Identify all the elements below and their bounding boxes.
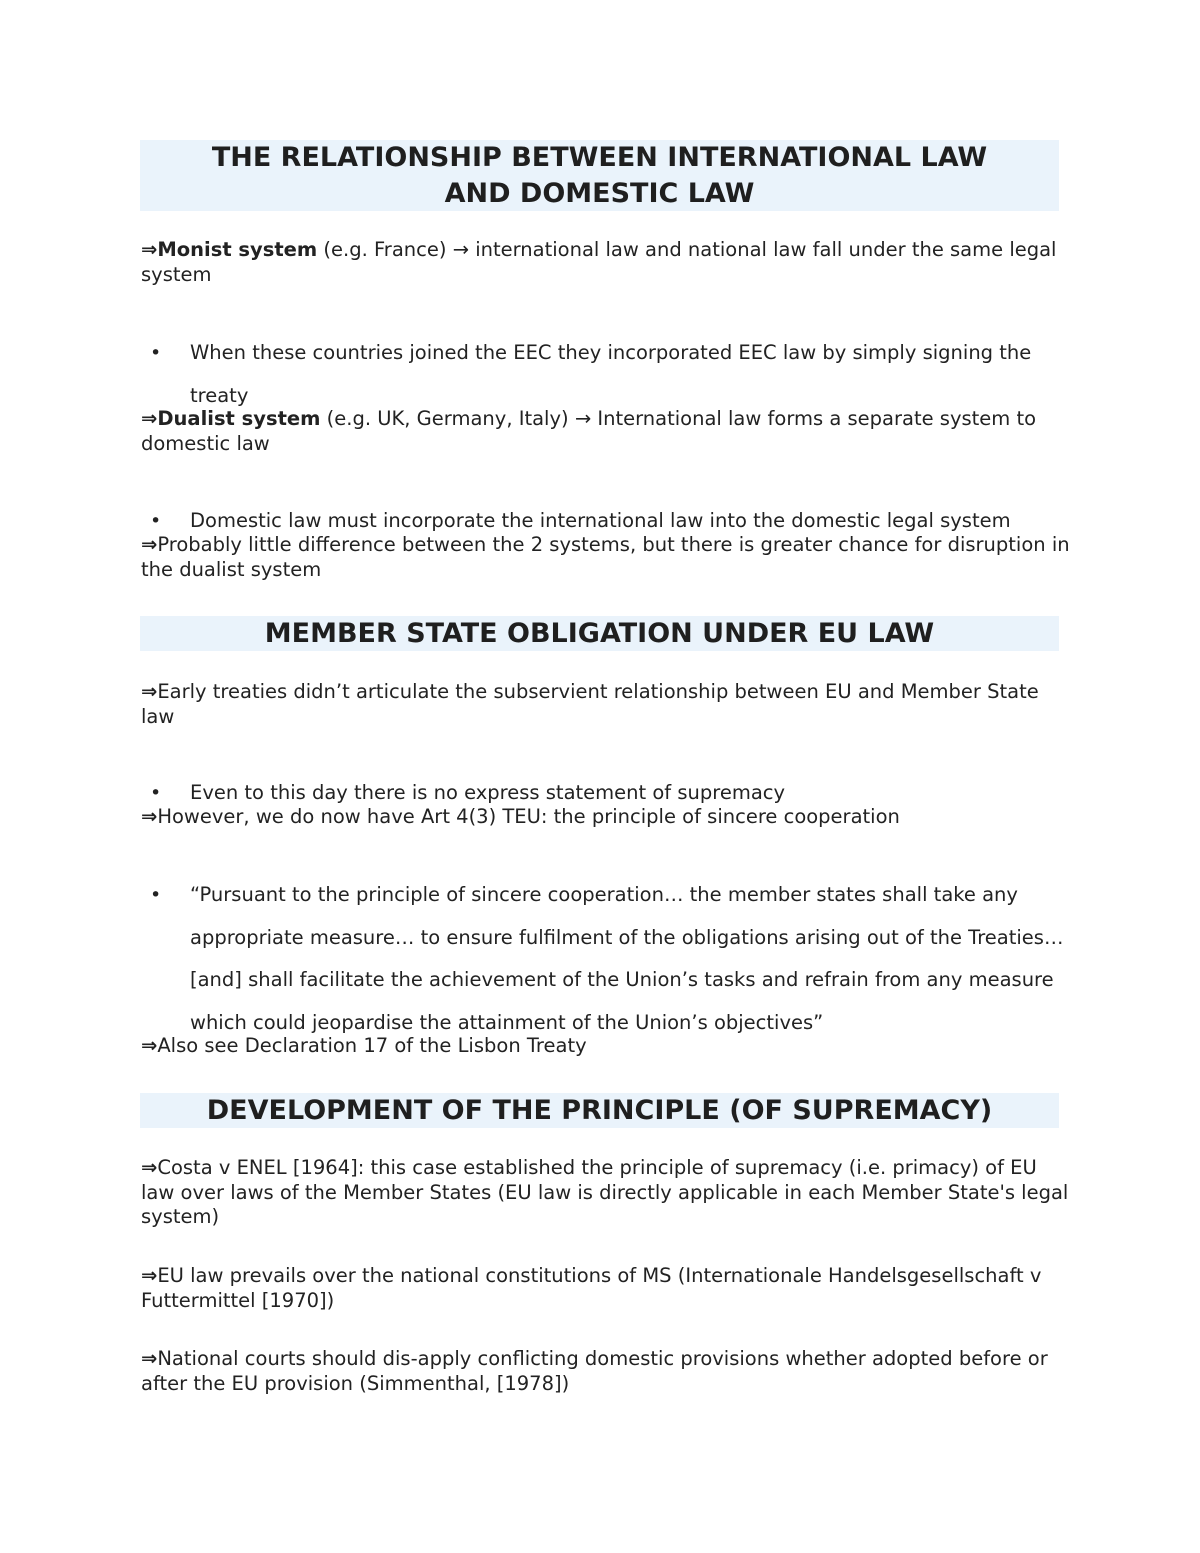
list-item-monist	[150, 332, 1080, 417]
bullet-icon: •	[150, 782, 162, 804]
list-item-quote	[150, 874, 1080, 1044]
arrow-icon: ⇒	[141, 1347, 158, 1370]
arrow-icon: ⇒	[141, 680, 158, 703]
arrow-icon: ⇒	[141, 1034, 158, 1057]
art4-text: However, we do now have Art 4(3) TEU: the principle of sincere cooperation	[157, 805, 900, 828]
section-heading-obligation	[140, 616, 1059, 651]
section-heading-relationship	[140, 140, 1059, 211]
difference-text: Probably little difference between the 2 systems, but there is greater chance for disruption in the dualist system	[141, 533, 1070, 581]
bullet-icon: •	[150, 510, 162, 532]
declaration-paragraph	[141, 1034, 1071, 1059]
heading-line-2: AND DOMESTIC LAW	[444, 178, 755, 209]
arrow-icon: ⇒	[141, 1156, 158, 1179]
dualist-text: (e.g. UK, Germany, Italy) → International law forms a separate system to domestic law	[141, 407, 1037, 455]
arrow-icon: ⇒	[141, 533, 158, 556]
costa-paragraph	[141, 1156, 1071, 1230]
arrow-icon: ⇒	[141, 805, 158, 828]
dualist-term: Dualist system	[157, 407, 321, 430]
simmenthal-paragraph	[141, 1347, 1071, 1396]
art4-paragraph	[141, 805, 1071, 830]
simmenthal-text: National courts should dis-apply conflicting domestic provisions whether adopted before or after the EU provision (Simmenthal, [1978])	[141, 1347, 1048, 1395]
monist-text: (e.g. France) → international law and national law fall under the same legal system	[141, 238, 1057, 286]
bullet-icon: •	[150, 884, 162, 906]
arrow-icon: ⇒	[141, 1264, 158, 1287]
early-treaties-paragraph	[141, 680, 1071, 729]
dualist-paragraph	[141, 407, 1071, 456]
heading-text: MEMBER STATE OBLIGATION UNDER EU LAW	[264, 618, 935, 649]
monist-term: Monist system	[157, 238, 318, 261]
heading-line-1: THE RELATIONSHIP BETWEEN INTERNATIONAL LAW	[211, 142, 988, 173]
handels-paragraph	[141, 1264, 1071, 1313]
section-heading-development	[140, 1093, 1059, 1128]
list-item-text: When these countries joined the EEC they incorporated EEC law by simply signing the treaty	[190, 341, 1032, 407]
list-item-text: Domestic law must incorporate the international law into the domestic legal system	[190, 509, 1011, 532]
list-item-text: “Pursuant to the principle of sincere cooperation… the member states shall take any appropriate measure… to ensure fulfilment of the obligations arising out of the Treaties… [and] shall facilitate the achievement of the Union’s tasks and refrain from any measure which could jeopardise the attainment of the Union’s objectives”	[190, 883, 1064, 1034]
declaration-text: Also see Declaration 17 of the Lisbon Treaty	[157, 1034, 587, 1057]
difference-paragraph	[141, 533, 1071, 582]
heading-text: DEVELOPMENT OF THE PRINCIPLE (OF SUPREMACY)	[206, 1095, 993, 1126]
costa-text: Costa v ENEL [1964]: this case established the principle of supremacy (i.e. primacy) of EU law over laws of the Member States (EU law is directly applicable in each Member State's legal system)	[141, 1156, 1069, 1228]
monist-paragraph	[141, 238, 1071, 287]
handels-text: EU law prevails over the national constitutions of MS (Internationale Handelsgesellschaft v Futtermittel [1970])	[141, 1264, 1042, 1312]
arrow-icon: ⇒	[141, 407, 158, 430]
bullet-icon: •	[150, 342, 162, 364]
arrow-icon: ⇒	[141, 238, 158, 261]
early-treaties-text: Early treaties didn’t articulate the subservient relationship between EU and Member State law	[141, 680, 1039, 728]
list-item-text: Even to this day there is no express statement of supremacy	[190, 781, 786, 804]
